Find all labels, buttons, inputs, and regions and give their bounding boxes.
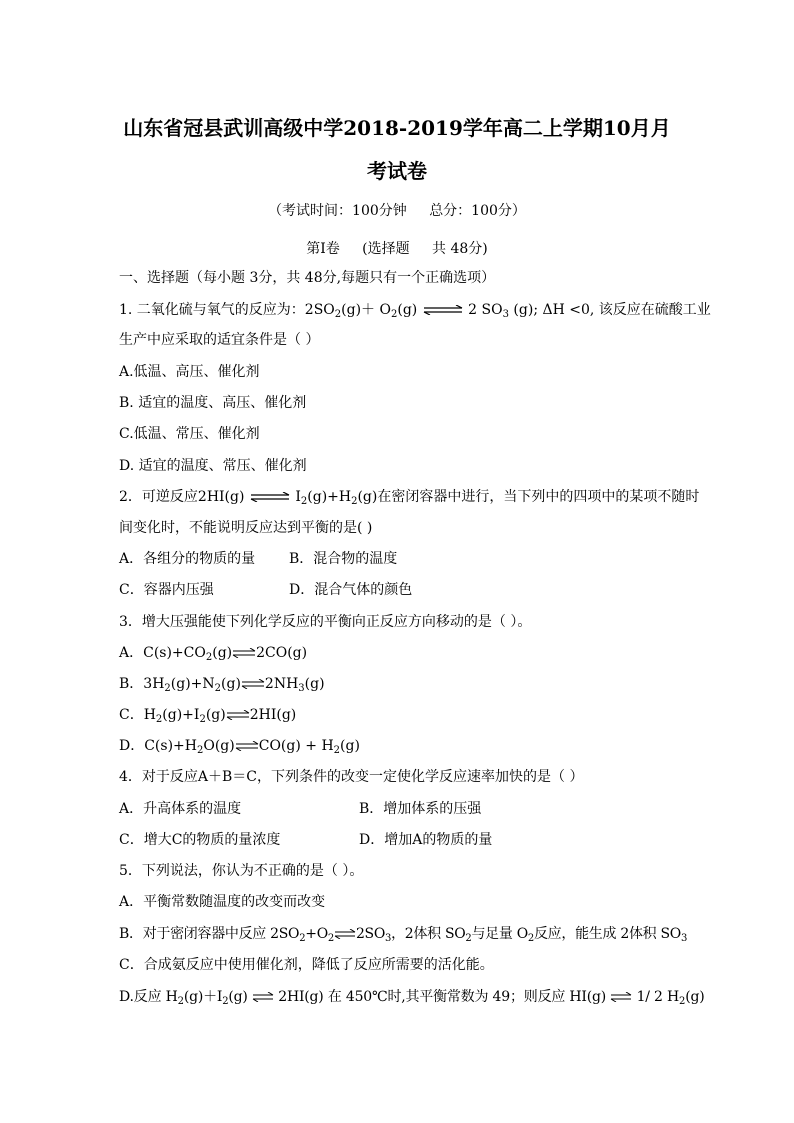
q3-option-a: A．$C(s)+CO_2(g)$ 2CO(g) — [119, 645, 308, 663]
q2-options-cd — [119, 580, 679, 600]
q2-option-d: D．混合气体的颜色 — [289, 582, 413, 598]
equilibrium-arrow-icon — [226, 710, 250, 720]
section-title — [0, 238, 794, 258]
equilibrium-harpoon-icon — [252, 992, 274, 1002]
q3-stem: 3．增大压强能使下列化学反应的平衡向正反应方向移动的是（ ）。 — [119, 614, 532, 630]
q4-option-b: B．增加体系的压强 — [359, 801, 482, 817]
equilibrium-arrow-icon — [334, 929, 356, 939]
q4-option-d: D．增加A的物质的量 — [359, 832, 493, 848]
q1-stem-line2: 生产中应采取的适宜条件是（ ） — [119, 332, 320, 348]
exam-title-line2: 考试卷 — [367, 159, 427, 183]
q2-option-a: A．各组分的物质的量 — [119, 551, 256, 567]
q2-option-b: B．混合物的温度 — [289, 551, 398, 567]
q1-option-c: C.低温、常压、催化剂 — [119, 426, 260, 442]
q4-stem: 4．对于反应A＋B＝C，下列条件的改变一定使化学反应速率加快的是（ ） — [119, 769, 584, 785]
q5-option-c: C．合成氨反应中使用催化剂，降低了反应所需要的活化能。 — [119, 957, 494, 973]
q5-stem: 5．下列说法，你认为不正确的是（ ）。 — [119, 863, 364, 879]
equilibrium-arrow-icon — [241, 679, 265, 689]
equilibrium-harpoon-icon — [610, 992, 632, 1002]
q3-option-d: D．$C(s)+H_2O(g)$ $CO(g) + H_2(g)$ — [119, 738, 360, 756]
q1-option-a: A.低温、高压、催化剂 — [119, 364, 260, 380]
exam-title-line1: 山东省冠县武训高级中学2018-2019学年高二上学期10月月 — [123, 116, 671, 140]
q5-option-b: B．对于密闭容器中反应 $2SO_2+O_2$ $2SO_3$，2体积 $SO_2$与足量 $O_2$反应，能生成 2体积 $SO_3$ — [119, 926, 688, 944]
q2-options-ab — [119, 549, 679, 569]
q3-option-b: B．$3H_2(g)+N_2(g)$ $2NH_3(g)$ — [119, 676, 325, 694]
equilibrium-arrow-icon — [235, 741, 259, 751]
equilibrium-arrow-icon — [249, 492, 291, 502]
q4-option-c: C．增大C的物质的量浓度 — [119, 832, 281, 848]
q1-option-d: D. 适宜的温度、常压、催化剂 — [119, 458, 307, 474]
q3-option-c: C．$H_2(g)+I_2(g)$ 2HI(g) — [119, 707, 297, 725]
q2-option-c: C．容器内压强 — [119, 582, 214, 598]
q4-options-cd — [119, 830, 679, 850]
equilibrium-arrow-icon — [232, 648, 256, 658]
equilibrium-arrow-icon — [422, 305, 464, 315]
q4-options-ab — [119, 799, 679, 819]
exam-meta — [0, 200, 794, 220]
q2-stem-line2: 间变化时，不能说明反应达到平衡的是( ) — [119, 520, 373, 536]
q4-option-a: A．升高体系的温度 — [119, 801, 242, 817]
q1-stem-line1: 1. 二氧化硫与氧气的反应为：$2SO_2(g)+ O_2(g)$ 2 $SO_3$ (g); ΔH <0, 该反应在硫酸工业 — [119, 302, 711, 320]
section-kind: (选择题 — [362, 241, 410, 257]
exam-time: （考试时间：100分钟 — [268, 203, 407, 219]
exam-total-score: 总分：100分） — [429, 203, 526, 219]
q1-option-b: B. 适宜的温度、高压、催化剂 — [119, 395, 307, 411]
q2-stem-line1: 2．可逆反应2HI(g) $I_2(g)+H_2(g)$在密闭容器中进行，当下列中的四项中的某项不随时 — [119, 489, 700, 507]
section-name: 第Ⅰ卷 — [306, 241, 340, 257]
section-total: 共 48分) — [432, 241, 488, 257]
q5-option-d: D.反应 $H_2(g)+I_2(g)$ 2HI(g) 在 450℃时,其平衡常数为 49；则反应 HI(g) 1/ 2 $H_2(g)$ — [119, 989, 705, 1007]
part-one-heading: 一、选择题（每小题 3分，共 48分,每题只有一个正确选项） — [119, 270, 496, 286]
q5-option-a: A．平衡常数随温度的改变而改变 — [119, 894, 326, 910]
